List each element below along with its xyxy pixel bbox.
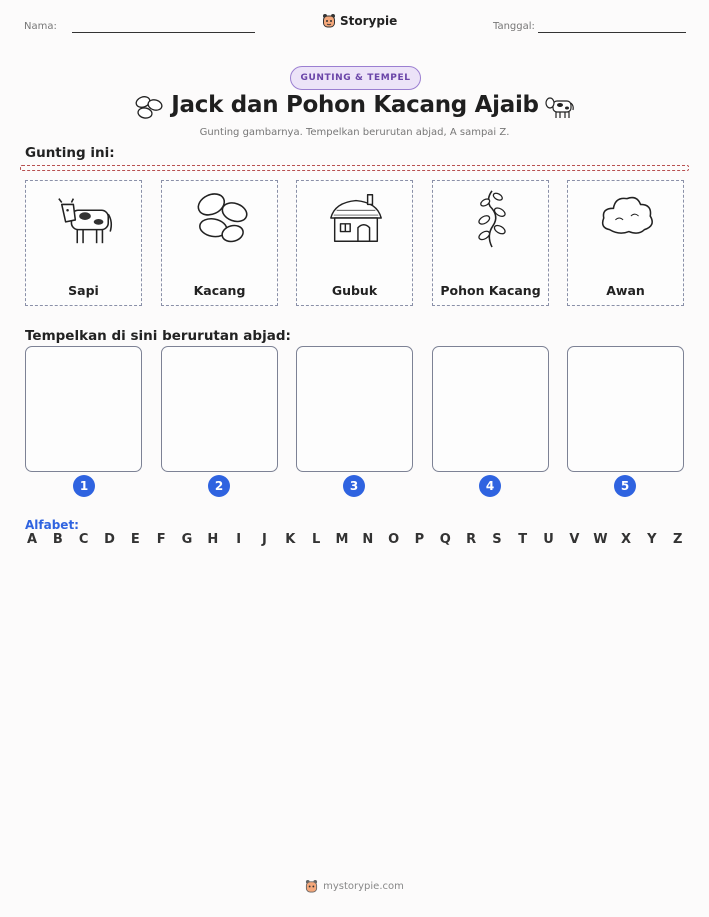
cloud-icon [596,187,658,249]
alphabet-letter: V [569,532,580,547]
order-number: 3 [343,475,365,497]
order-number: 2 [208,475,230,497]
alphabet-row [25,532,685,547]
cow-icon [54,187,116,249]
hut-icon [325,187,387,249]
alphabet-label: Alfabet: [25,518,79,532]
order-number: 4 [479,475,501,497]
alphabet-letter: K [285,532,296,547]
alphabet-letter: A [26,532,38,547]
activity-badge: GUNTING & TEMPEL [290,66,421,90]
alphabet-letter: T [518,532,528,547]
page-title: Jack dan Pohon Kacang Ajaib [171,92,539,118]
cut-card-gubuk[interactable] [296,180,413,306]
cut-card-label: Awan [606,283,645,298]
order-number: 5 [614,475,636,497]
cut-line [20,165,689,171]
alphabet-letter: Z [672,532,683,547]
alphabet-letter: G [181,532,193,547]
alphabet-letter: I [236,532,242,547]
alphabet-letter: H [207,532,219,547]
footer [0,879,709,893]
alphabet-letter: X [621,532,632,547]
cut-card-label: Kacang [193,283,246,298]
alphabet-letter: Q [439,532,451,547]
alphabet-letter: B [52,532,63,547]
beans-icon [190,187,252,249]
name-label: Nama: [24,21,57,32]
alphabet-letter: R [466,532,477,547]
alphabet-letter: S [492,532,502,547]
cut-card-label: Sapi [68,283,99,298]
paste-box-2[interactable] [161,346,278,472]
alphabet-letter: D [104,532,115,547]
alphabet-letter: E [130,532,140,547]
brand-name: Storypie [340,13,398,28]
footer-link[interactable]: mystorypie.com [323,880,404,892]
order-number: 1 [73,475,95,497]
instructions: Gunting gambarnya. Tempelkan berurutan abjad, A sampai Z. [199,127,510,138]
paste-box-1[interactable] [25,346,142,472]
alphabet-letter: M [335,532,349,547]
alphabet-letter: Y [647,532,657,547]
cow-icon [544,94,576,120]
alphabet-letter: N [362,532,374,547]
alphabet-letter: U [543,532,554,547]
cut-section-label: Gunting ini: [25,145,115,161]
paste-box-4[interactable] [432,346,549,472]
paste-box-3[interactable] [296,346,413,472]
cut-card-awan[interactable] [567,180,684,306]
name-line[interactable] [72,32,255,33]
alphabet-letter: J [262,532,267,547]
beanstalk-icon [461,187,523,249]
cut-card-label: Pohon Kacang [440,283,541,298]
cut-card-sapi[interactable] [25,180,142,306]
storypie-mascot-icon [305,879,318,893]
brand-logo [322,13,397,28]
alphabet-letter: W [593,532,608,547]
storypie-mascot-icon [322,13,336,28]
cut-card-label: Gubuk [331,283,378,298]
alphabet-letter: F [156,532,166,547]
paste-section-label: Tempelkan di sini berurutan abjad: [25,328,291,344]
date-label: Tanggal: [493,21,535,32]
paste-box-5[interactable] [567,346,684,472]
cut-card-kacang[interactable] [161,180,278,306]
cut-card-pohon-kacang[interactable] [432,180,549,306]
date-line[interactable] [538,32,686,33]
alphabet-letter: L [311,532,321,547]
alphabet-letter: P [414,532,425,547]
alphabet-letter: O [388,532,400,547]
alphabet-letter: C [78,532,89,547]
